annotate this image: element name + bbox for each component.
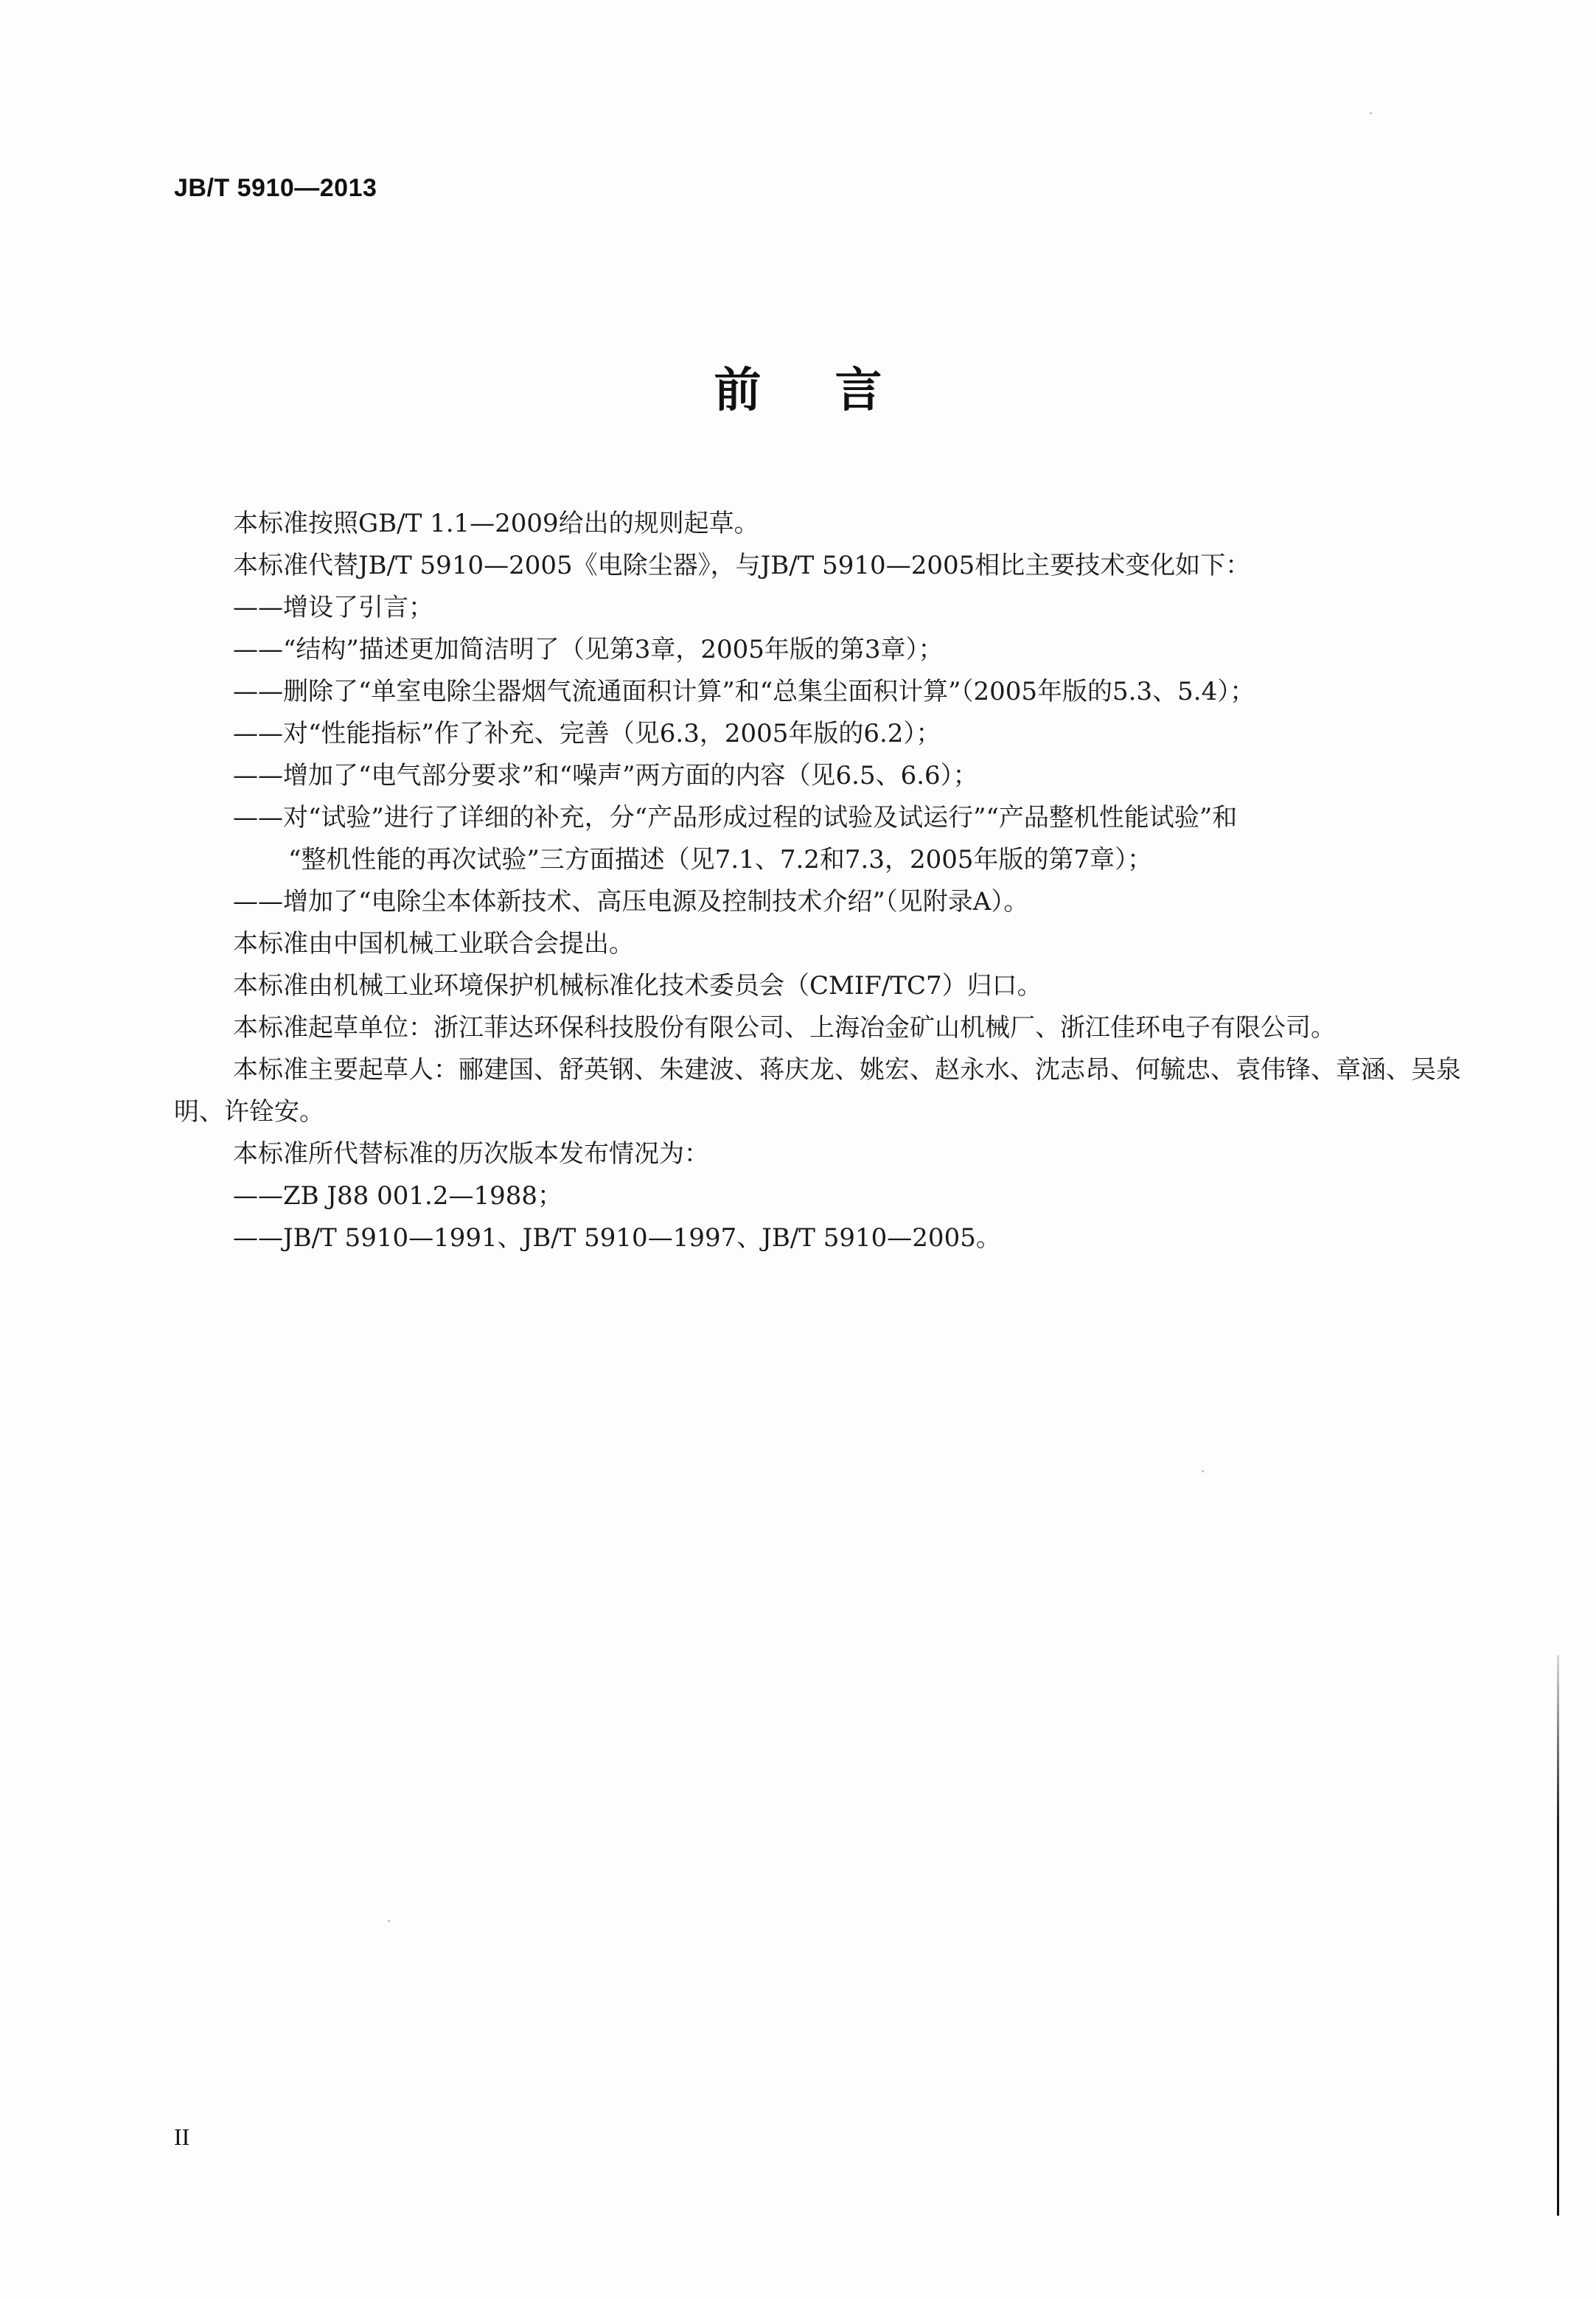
scan-speck: [1370, 112, 1372, 114]
paragraph-drafters: 本标准主要起草人：郦建国、舒英钢、朱建波、蒋庆龙、姚宏、赵永水、沈志昂、何毓忠、袁伟锋、章涵、吴泉明、许铨安。: [174, 1055, 1461, 1127]
change-item-continuation: “整机性能的再次试验”三方面描述（见7.1、7.2和7.3，2005年版的第7章）；: [288, 845, 1153, 874]
history-item: ——ZB J88 001.2—1988；: [233, 1181, 562, 1211]
change-item: ——增加了“电除尘本体新技术、高压电源及控制技术介绍”（见附录A）。: [233, 887, 1029, 917]
scan-speck: [1202, 1470, 1204, 1472]
paragraph-drafting-units: 本标准起草单位：浙江菲达环保科技股份有限公司、上海冶金矿山机械厂、浙江佳环电子有限公司。: [233, 1013, 1336, 1043]
scan-edge-line: [1557, 1655, 1559, 2216]
change-item: ——增加了“电气部分要求”和“噪声”两方面的内容（见6.5、6.6）；: [233, 761, 978, 790]
scan-speck: [388, 1920, 390, 1922]
paragraph-proposer: 本标准由中国机械工业联合会提出。: [233, 929, 634, 959]
preface-body: [174, 503, 1471, 1259]
paragraph-history-intro: 本标准所代替标准的历次版本发布情况为：: [233, 1139, 709, 1169]
page-number: II: [174, 2124, 190, 2150]
paragraph-committee: 本标准由机械工业环境保护机械标准化技术委员会（CMIF/TC7）归口。: [233, 971, 1042, 1001]
paragraph-drafting-rule: 本标准按照GB/T 1.1—2009给出的规则起草。: [233, 509, 759, 538]
change-item: ——对“试验”进行了详细的补充，分“产品形成过程的试验及试运行”“产品整机性能试验”和: [233, 803, 1238, 832]
change-item: ——增设了引言；: [233, 593, 433, 622]
page-title: 前言: [714, 364, 956, 418]
history-item: ——JB/T 5910—1991、JB/T 5910—1997、JB/T 5910—2005。: [233, 1223, 1001, 1253]
change-item: ——“结构”描述更加简洁明了（见第3章，2005年版的第3章）；: [233, 635, 944, 664]
change-item: ——删除了“单室电除尘器烟气流通面积计算”和“总集尘面积计算”（2005年版的5.3、5.4）；: [233, 677, 1255, 706]
standard-code: JB/T 5910—2013: [174, 174, 377, 202]
paragraph-replacement: 本标准代替JB/T 5910—2005《电除尘器》，与JB/T 5910—2005相比主要技术变化如下：: [233, 551, 1251, 580]
change-item: ——对“性能指标”作了补充、完善（见6.3，2005年版的6.2）；: [233, 719, 941, 748]
